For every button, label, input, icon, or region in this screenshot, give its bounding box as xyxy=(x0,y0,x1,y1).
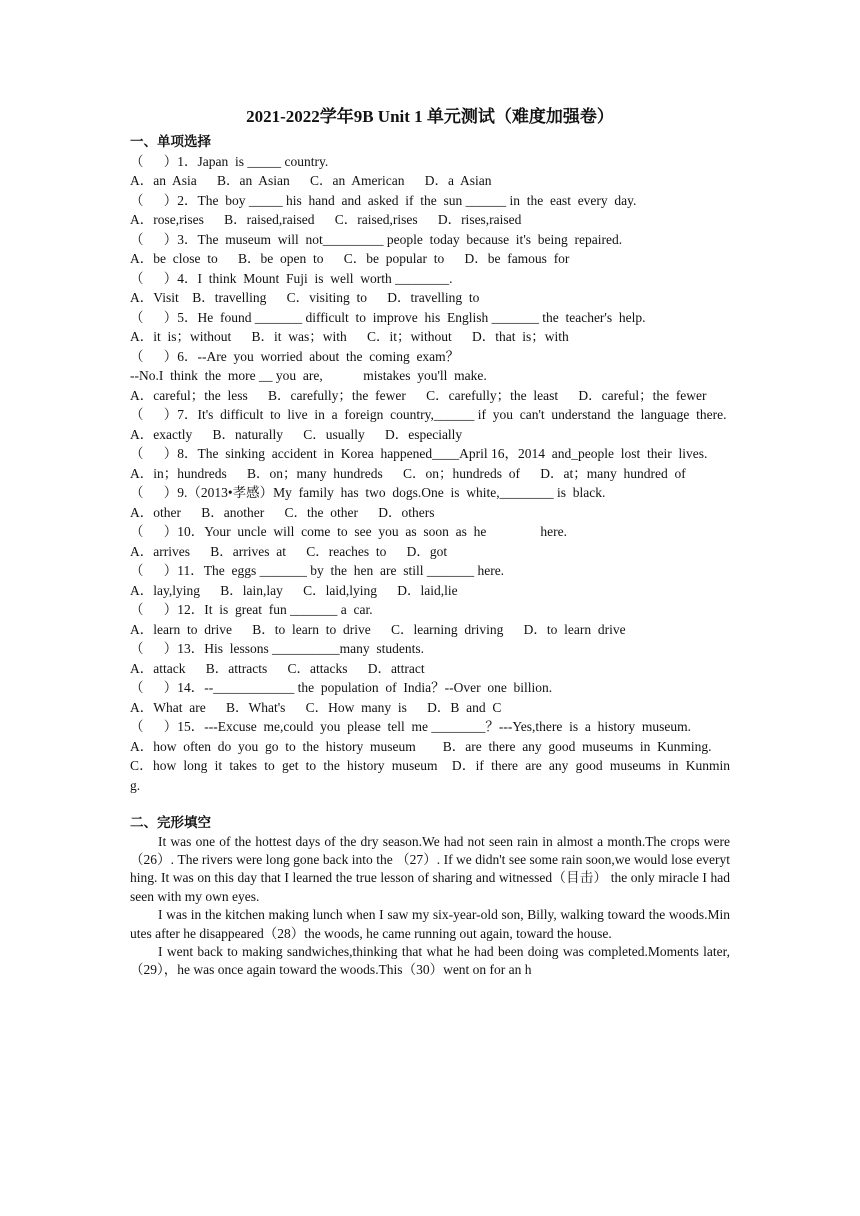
question-line: （ ）14．--____________ the population of India？--Over one billion. xyxy=(130,680,553,695)
question-line: A．What are B．What's C．How many is D．B and C xyxy=(130,699,502,715)
question-line: C．how long it takes to get to the history museum D．if there are any good museums in Kunming. xyxy=(130,758,730,793)
passage-paragraph: I went back to making sandwiches,thinking that what he had been doing was completed.Moments later,（29），he was once again toward the woods.This（30）went on for an h xyxy=(130,943,730,978)
section2-passage xyxy=(130,833,730,980)
section-gap xyxy=(130,795,730,813)
question-line: A．be close to B．be open to C．be popular to D．be famous for xyxy=(130,251,570,266)
question-line: （ ）2．The boy _____ his hand and asked if the sun ______ in the east every day. xyxy=(130,192,637,208)
section1-heading: 一、单项选择 xyxy=(130,134,211,149)
question-line: A．careful；the less B．carefully；the fewer C．carefully；the least D．careful；the fewer xyxy=(130,387,707,403)
question-line: （ ）5．He found _______ difficult to improve his English _______ the teacher's help. xyxy=(130,309,646,325)
question-line: A．arrives B．arrives at C．reaches to D．got xyxy=(130,543,448,559)
passage-paragraph: I was in the kitchen making lunch when I saw my six-year-old son, Billy, walking toward the woods.Minutes after he disappeared（28）the woods, he came running out again, toward the house. xyxy=(130,907,730,941)
question-line: A．lay,lying B．lain,lay C．laid,lying D．laid,lie xyxy=(130,582,458,598)
question-line: A．an Asia B．an Asian C．an American D．a Asian xyxy=(130,173,492,188)
question-line: （ ）7．It's difficult to live in a foreign country,______ if you can't understand the language there. xyxy=(130,407,727,422)
section2-heading: 二、完形填空 xyxy=(130,815,211,830)
question-line: --No.I think the more __ you are, mistakes you'll make. xyxy=(130,368,487,383)
question-line: （ ）11．The eggs _______ by the hen are still _______ here. xyxy=(130,563,505,578)
question-line: A．Visit B．travelling C．visiting to D．travelling to xyxy=(130,290,480,305)
question-line: A．it is；without B．it was；with C．it；without D．that is；with xyxy=(130,329,569,344)
question-line: （ ）1．Japan is _____ country. xyxy=(130,153,329,169)
question-line: A．other B．another C．the other D．others xyxy=(130,504,435,520)
question-line: （ ）3．The museum will not_________ people today because it's being repaired. xyxy=(130,231,623,247)
passage-paragraph: It was one of the hottest days of the dry season.We had not seen rain in almost a month.The crops were（26）. The rivers were long gone back into the （27）. If we didn't see some rain soon,we would lose everything. It was on this day that I learned the true lesson of sharing and witnessed（目击） the only miracle I had seen with my own eyes. xyxy=(130,833,730,904)
question-line: （ ）10．Your uncle will come to see you as soon as he here. xyxy=(130,524,567,539)
question-line: A．rose,rises B．raised,raised C．raised,rises D．rises,raised xyxy=(130,212,522,227)
question-line: A．in；hundreds B．on；many hundreds C．on；hundreds of D．at；many hundred of xyxy=(130,465,686,481)
question-line: （ ）13．His lessons __________many students. xyxy=(130,641,425,656)
document-title: 2021-2022学年9B Unit 1 单元测试（难度加强卷） xyxy=(246,107,614,126)
question-line: （ ）12．It is great fun _______ a car. xyxy=(130,602,373,617)
question-line: （ ）8．The sinking accident in Korea happened____April 16，2014 and_people lost their lives. xyxy=(130,446,708,461)
question-line: （ ）15．---Excuse me,could you please tell me ________？---Yes,there is a history museum. xyxy=(130,719,692,734)
question-line: A．how often do you go to the history museum B．are there any good museums in Kunming. xyxy=(130,738,712,754)
question-line: A．exactly B．naturally C．usually D．especially xyxy=(130,426,463,442)
question-line: A．learn to drive B．to learn to drive C．learning driving D．to learn drive xyxy=(130,621,626,637)
question-line: A．attack B．attracts C．attacks D．attract xyxy=(130,660,425,676)
document-page xyxy=(130,104,730,980)
section1-question-list xyxy=(130,152,730,796)
question-line: （ ）4．I think Mount Fuji is well worth ________. xyxy=(130,270,453,286)
question-line: （ ）6．--Are you worried about the coming exam？ xyxy=(130,348,460,364)
question-line: （ ）9.（2013•孝感）My family has two dogs.One is white,________ is black. xyxy=(130,485,606,500)
